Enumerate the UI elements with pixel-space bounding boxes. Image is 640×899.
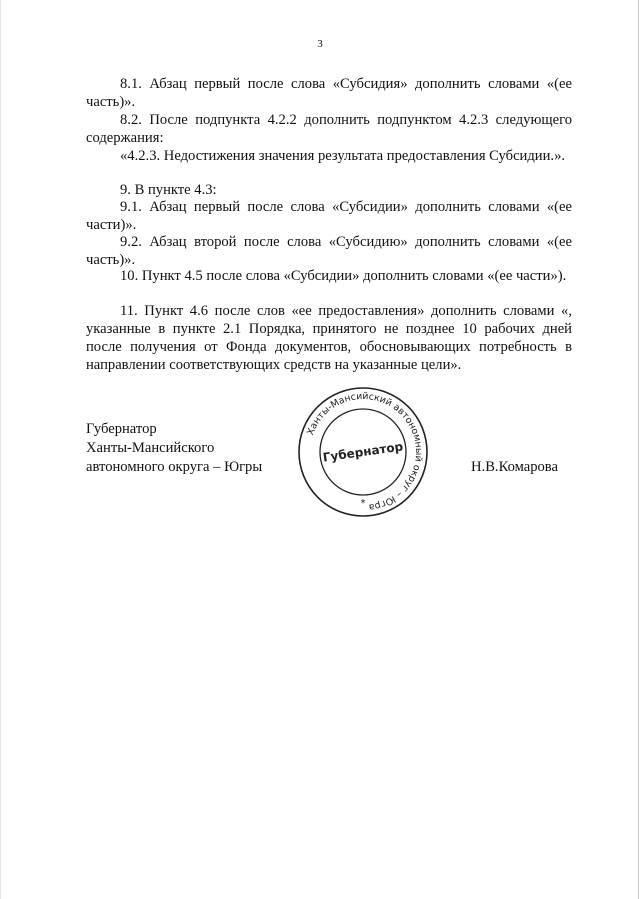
signatory-name: Н.В.Комарова	[471, 459, 558, 475]
page-number: 3	[317, 38, 323, 50]
signature-position-line-1: Губернатор	[86, 421, 157, 437]
paragraph-9-2: 9.2. Абзац второй после слова «Субсидию» дополнить словами «(ее часть)».	[86, 234, 572, 268]
seal-center-text: Губернатор	[322, 439, 404, 465]
signature-position-line-2: Ханты-Мансийского	[86, 440, 215, 456]
seal-star-icon: *	[360, 498, 366, 509]
paragraph-11: 11. Пункт 4.6 после слов «ее предоставления» дополнить словами «, указанные в пункте 2.1 Порядка, принятого не позднее 10 рабочих дней после получения от Фонда документов, обосновывающих потребность в направлении соответствующих средств на указанные цели».	[86, 303, 572, 373]
official-seal-stamp	[296, 385, 430, 519]
paragraph-10: 10. Пункт 4.5 после слова «Субсидии» дополнить словами «(ее части»).	[120, 268, 567, 284]
signature-position	[86, 420, 262, 477]
seal-ring-text: Ханты-Мансийский автономный округ – Югра	[305, 390, 425, 513]
page-scan-edge-right	[638, 0, 639, 899]
signature-position-line-3: автономного округа – Югры	[86, 459, 263, 475]
page-scan-edge-left	[0, 0, 1, 899]
paragraph-9-1: 9.1. Абзац первый после слова «Субсидии» дополнить словами «(ее части)».	[86, 199, 572, 233]
paragraph-8-1: 8.1. Абзац первый после слова «Субсидия» дополнить словами «(ее часть)».	[86, 76, 572, 110]
paragraph-4-2-3: «4.2.3. Недостижения значения результата предоставления Субсидии.».	[120, 148, 566, 164]
paragraph-9: 9. В пункте 4.3:	[120, 182, 217, 198]
paragraph-8-2: 8.2. После подпункта 4.2.2 дополнить подпунктом 4.2.3 следующего содержания:	[86, 112, 572, 146]
